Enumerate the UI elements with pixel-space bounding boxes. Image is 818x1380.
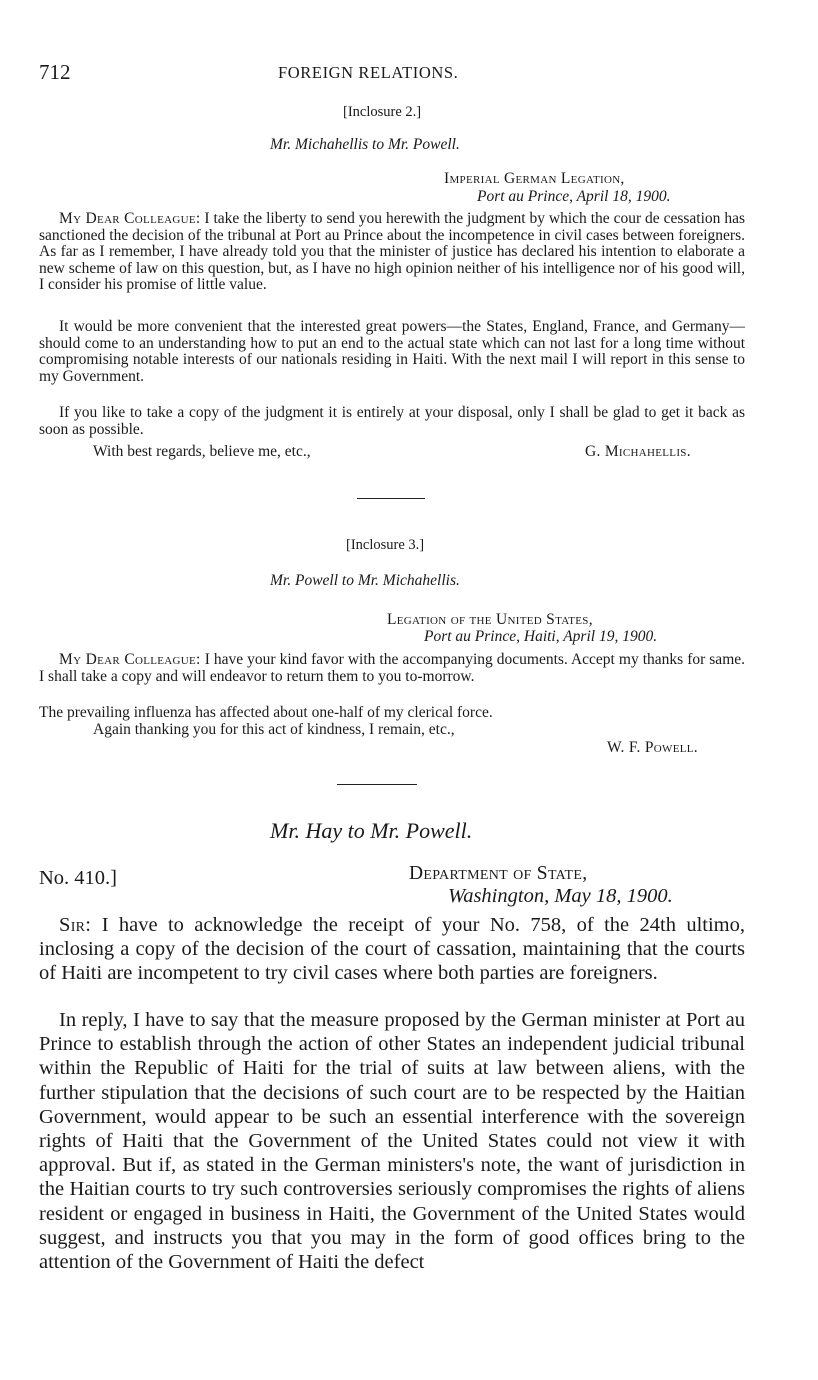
inclosure-3-heading: Mr. Powell to Mr. Michahellis. bbox=[270, 572, 460, 589]
inclosure-2-paragraph-2: It would be more convenient that the interested great powers—the States, England, France, and Germany—should come to an understanding how to put an end to the actual state which can not last for a long time without compromising notable interests of our nationals residing in Haiti. With the next mail I will report in this sense to my Government. bbox=[39, 318, 745, 385]
inclosure-3-signature: W. F. Powell. bbox=[607, 739, 698, 756]
inclosure-2-closing: With best regards, believe me, etc., bbox=[93, 443, 311, 460]
inclosure-2-paragraph-3: If you like to take a copy of the judgment it is entirely at your disposal, only I shall be glad to get it back as soon as possible. bbox=[39, 404, 745, 438]
running-title: FOREIGN RELATIONS. bbox=[278, 63, 459, 82]
inclosure-2-signature: G. Michahellis. bbox=[585, 443, 691, 460]
inclosure-3-paragraph-2: The prevailing influenza has affected about one-half of my clerical force. bbox=[39, 704, 493, 721]
salutation: My Dear Colleague: bbox=[59, 651, 201, 668]
inclosure-2-label: [Inclosure 2.] bbox=[343, 104, 422, 120]
hay-letter-paragraph-2: In reply, I have to say that the measure proposed by the German minister at Port au Prince to establish through the action of other States an independent judicial tribunal within the Republic of Haiti for the trial of suits at law between aliens, with the further stipulation that the decisions of such court are to be respected by the Haitian Government, would appear to be such an essential interference with the sovereign rights of Haiti that the Government of the United States could not view it with approval. But if, as stated in the German ministers's note, the want of jurisdiction in the Haitian courts to try such controversies seriously compromises the rights of aliens resident or engaged in business in Haiti, the Government of the United States would suggest, and instructs you that you may in the form of good offices bring to the attention of the Government of Haiti the defect bbox=[39, 1009, 745, 1274]
inclosure-3-closing: Again thanking you for this act of kindness, I remain, etc., bbox=[93, 721, 455, 738]
salutation: My Dear Colleague: bbox=[59, 210, 201, 227]
hay-letter-paragraph-1 bbox=[39, 913, 745, 986]
paragraph-text: I take the liberty to send you herewith the judgment by which the cour de cessation has sanctioned the decision of the tribunal at Port au Prince about the incompetence in civil cases between foreigners. As far as I remember, I have already told you that the minister of justice has declared his intention to elaborate a new scheme of law on this question, but, as I have no high opinion neither of his intelligence nor of his good will, I consider his promise of little value. bbox=[39, 210, 745, 294]
salutation: Sir: bbox=[59, 914, 92, 936]
inclosure-2-dateline-legation: Imperial German Legation, bbox=[444, 170, 625, 187]
paragraph-text: I have to acknowledge the receipt of your No. 758, of the 24th ultimo, inclosing a copy of the decision of the court of cassation, maintaining that the courts of Haiti are incompetent to try civil cases where both parties are foreigners. bbox=[39, 914, 746, 985]
inclosure-3-dateline-legation: Legation of the United States, bbox=[387, 611, 593, 628]
inclosure-2-heading: Mr. Michahellis to Mr. Powell. bbox=[270, 136, 460, 153]
paragraph-text: I have your kind favor with the accompanying documents. Accept my thanks for same. I shall take a copy and will endeavor to return them to you to-morrow. bbox=[39, 651, 746, 685]
hay-letter-heading: Mr. Hay to Mr. Powell. bbox=[270, 818, 473, 843]
inclosure-3-dateline-place-date: Port au Prince, Haiti, April 19, 1900. bbox=[424, 628, 658, 645]
hay-letter-dateline-department: Department of State, bbox=[409, 863, 588, 884]
inclosure-2-paragraph-1 bbox=[39, 211, 745, 294]
section-divider bbox=[337, 784, 417, 785]
section-divider bbox=[357, 498, 425, 499]
page-number: 712 bbox=[39, 60, 71, 84]
inclosure-3-paragraph-1 bbox=[39, 652, 745, 685]
hay-letter-dateline-place-date: Washington, May 18, 1900. bbox=[448, 885, 673, 907]
inclosure-2-dateline-place-date: Port au Prince, April 18, 1900. bbox=[477, 188, 671, 205]
inclosure-3-label: [Inclosure 3.] bbox=[346, 537, 425, 553]
hay-letter-number: No. 410.] bbox=[39, 867, 118, 889]
